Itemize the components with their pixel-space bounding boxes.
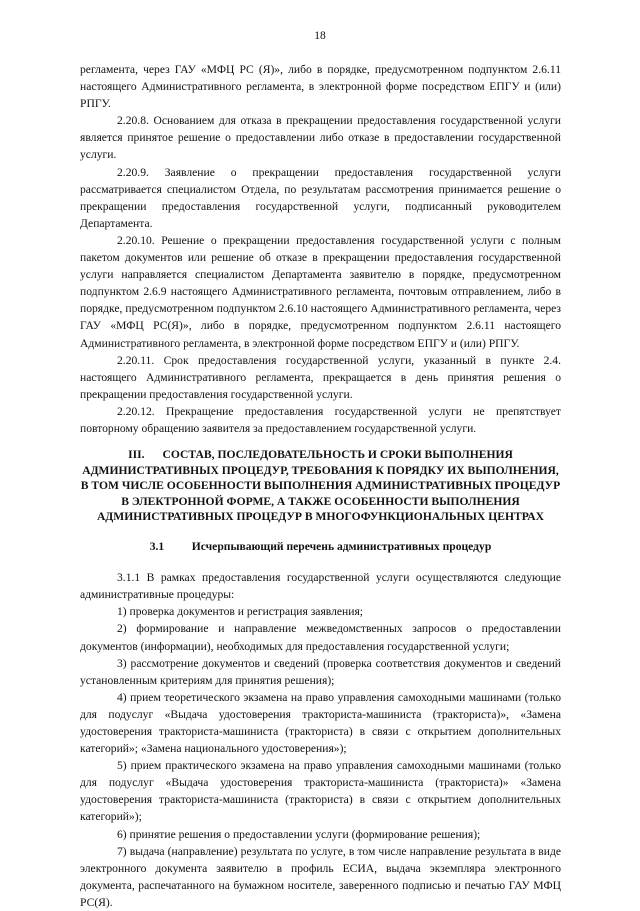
subsection-title: Исчерпывающий перечень административных процедур xyxy=(191,540,492,554)
paragraph-2-20-12: 2.20.12. Прекращение предоставления государственной услуги не препятствует повторному обращению заявителя за предоставлением государственной услуги. xyxy=(80,404,561,435)
subsection-number: 3.1 xyxy=(149,540,165,554)
paragraph-2-20-11: 2.20.11. Срок предоставления государственной услуги, указанный в пункте 2.4. настоящего Административного регламента, прекращается в день принятия решения о прекращении предоставления государственной услуги. xyxy=(80,353,561,401)
subsection-heading xyxy=(80,538,561,555)
list-item-6: 6) принятие решения о предоставлении услуги (формирование решения); xyxy=(117,827,481,841)
section-title: СОСТАВ, ПОСЛЕДОВАТЕЛЬНОСТЬ И СРОКИ ВЫПОЛНЕНИЯ АДМИНИСТРАТИВНЫХ ПРОЦЕДУР, ТРЕБОВАНИЯ К ПОРЯДКУ ИХ ВЫПОЛНЕНИЯ, В ТОМ ЧИСЛЕ ОСОБЕННОСТИ ВЫПОЛНЕНИЯ АДМИНИСТРАТИВНЫХ ПРОЦЕДУР В ЭЛЕКТРОННОЙ ФОРМЕ, А ТАКЖЕ ОСОБЕННОСТИ ВЫПОЛНЕНИЯ АДМИНИСТРАТИВНЫХ ПРОЦЕДУР В МНОГОФУНКЦИОНАЛЬНЫХ ЦЕНТРАХ xyxy=(80,448,561,524)
section-heading xyxy=(80,447,561,525)
paragraph-2-20-8: 2.20.8. Основанием для отказа в прекращении предоставления государственной услуги является принятое решение о предоставлении либо отказе в предоставлении государственной услуги. xyxy=(80,114,561,162)
list-item-5: 5) прием практического экзамена на право управления самоходными машинами (только для подуслуг «Выдача удостоверения тракториста-машиниста (тракториста)» «Замена удостоверения тракториста-машиниста (тракториста) в связи с открытием дополнительных категорий»); xyxy=(80,759,561,824)
list-item-7: 7) выдача (направление) результата по услуге, в том числе направление результата в виде электронного документа заявителю в профиль ЕСИА, выдача экземпляра электронного документа, распечатанного на бумажном носителе, заверенного подписью и печатью ГАУ МФЦ РС(Я). xyxy=(80,844,561,909)
list-item-3: 3) рассмотрение документов и сведений (проверка соответствия документов и сведений установленным критериям для принятия решения); xyxy=(80,656,561,687)
paragraph-2-20-10: 2.20.10. Решение о прекращении предоставления государственной услуги с полным пакетом документов или решение об отказе в прекращении предоставления государственной услуги направляется специалистом Департамента заявителю в порядке, предусмотренном подпунктом 2.6.9 настоящего Административного регламента, почтовым отправлением, либо в порядке, предусмотренном подпунктом 2.6.10 настоящего Административного регламента, через ГАУ «МФЦ РС(Я)», либо в порядке, предусмотренном подпунктом 2.6.11 настоящего Административного регламента, в электронной форме посредством ЕПГУ и (или) РПГУ. xyxy=(80,233,561,350)
section-number: III. xyxy=(128,448,145,462)
paragraph-continuation: регламента, через ГАУ «МФЦ РС (Я)», либо в порядке, предусмотренном подпунктом 2.6.11 настоящего Административного регламента, в электронной форме посредством ЕПГУ и (или) РПГУ. xyxy=(80,63,561,111)
list-item-4: 4) прием теоретического экзамена на право управления самоходными машинами (только для подуслуг «Выдача удостоверения тракториста-машиниста (тракториста)», «Замена удостоверения тракториста-машиниста (тракториста) в связи с открытием дополнительных категорий»; «Замена национального удостоверения»); xyxy=(80,690,561,756)
paragraph-2-20-9: 2.20.9. Заявление о прекращении предоставления государственной услуги рассматривается специалистом Отдела, по результатам рассмотрения принимается решение о прекращении предоставления государственной услуги, подписанный руководителем Департамента. xyxy=(80,165,561,230)
list-item-2: 2) формирование и направление межведомственных запросов о предоставлении документов (информации), необходимых для предоставления государственной услуги; xyxy=(80,622,561,653)
page-number: 18 xyxy=(314,30,326,42)
document-body xyxy=(80,61,561,911)
list-item-1: 1) проверка документов и регистрация заявления; xyxy=(117,605,363,619)
paragraph-3-1-1: 3.1.1 В рамках предоставления государственной услуги осуществляются следующие административные процедуры: xyxy=(80,571,561,602)
